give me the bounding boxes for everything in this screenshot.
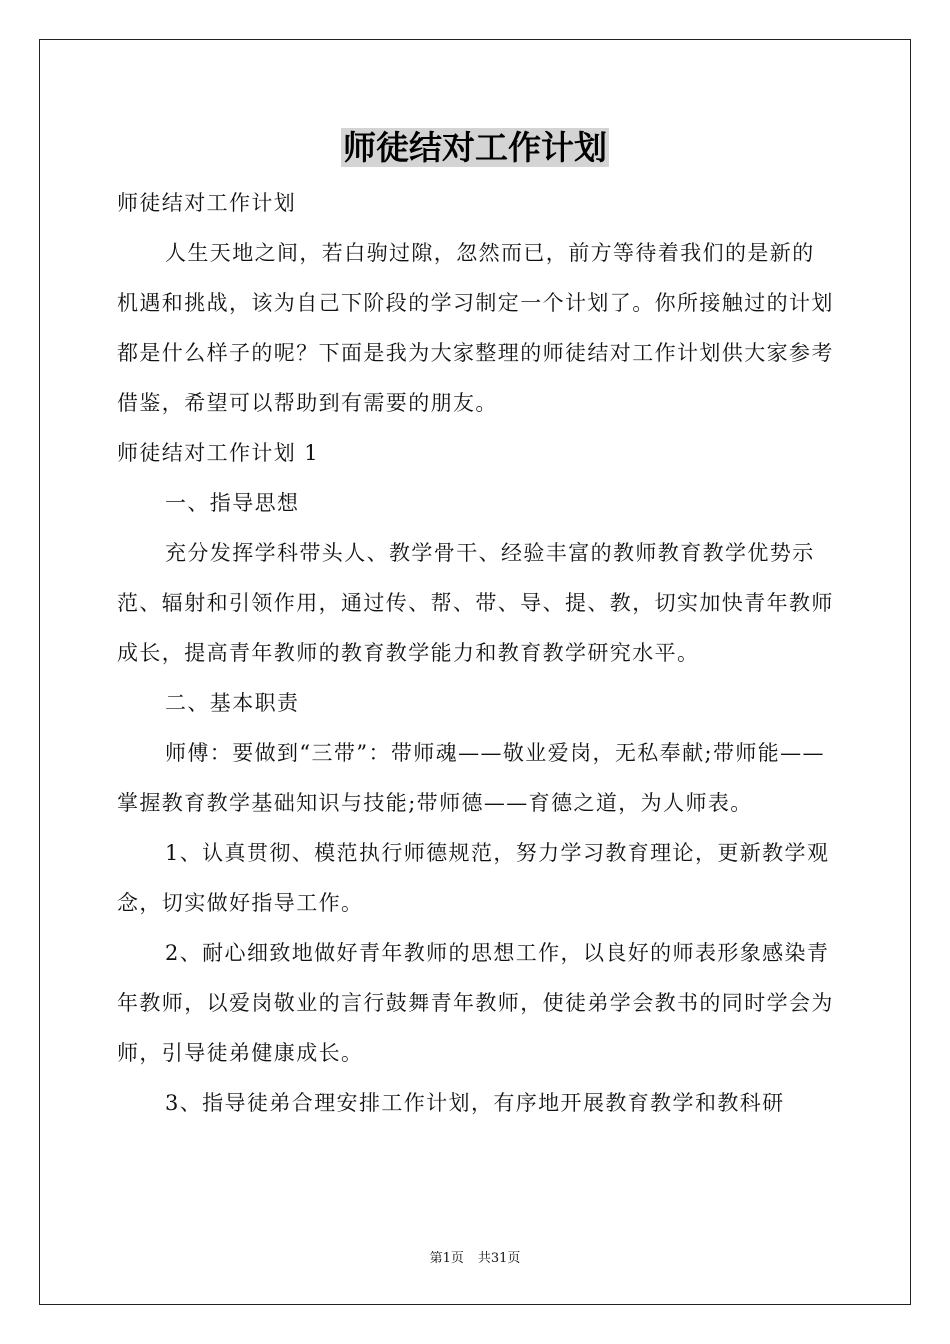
document-body	[117, 178, 835, 1128]
section-heading-plan-1: 师徒结对工作计划 1	[117, 441, 320, 465]
heading-guiding-thought: 一、指导思想	[165, 491, 300, 515]
document-title-text: 师徒结对工作计划	[343, 128, 607, 167]
document-title	[0, 126, 950, 170]
paragraph-intro: 人生天地之间，若白驹过隙，忽然而已，前方等待着我们的是新的机遇和挑战，该为自己下阶段的学习制定一个计划了。你所接触过的计划都是什么样子的呢？下面是我为大家整理的师徒结对工作计划供大家参考借鉴，希望可以帮助到有需要的朋友。	[117, 241, 834, 415]
paragraph-guiding-thought: 充分发挥学科带头人、教学骨干、经验丰富的教师教育教学优势示范、辐射和引领作用，通过传、帮、带、导、提、教，切实加快青年教师成长，提高青年教师的教育教学能力和教育教学研究水平。	[117, 541, 834, 665]
page-footer	[0, 1247, 950, 1266]
page-number: 第1页	[429, 1251, 464, 1266]
paragraph-mentor-duties: 师傅：要做到“三带”：带师魂——敬业爱岗，无私奉献;带师能——掌握教育教学基础知识与技能;带师德——育德之道，为人师表。	[117, 741, 825, 815]
page-total: 共31页	[477, 1251, 521, 1266]
heading-basic-duties: 二、基本职责	[165, 691, 300, 715]
list-item-3: 3、指导徒弟合理安排工作计划，有序地开展教育教学和教科研	[165, 1091, 785, 1115]
list-item-1: 1、认真贯彻、模范执行师德规范，努力学习教育理论，更新教学观念，切实做好指导工作。	[117, 841, 830, 915]
list-item-2: 2、耐心细致地做好青年教师的思想工作，以良好的师表形象感染青年教师，以爱岗敬业的言行鼓舞青年教师，使徒弟学会教书的同时学会为师，引导徒弟健康成长。	[117, 941, 834, 1065]
paragraph-subtitle: 师徒结对工作计划	[117, 191, 297, 215]
